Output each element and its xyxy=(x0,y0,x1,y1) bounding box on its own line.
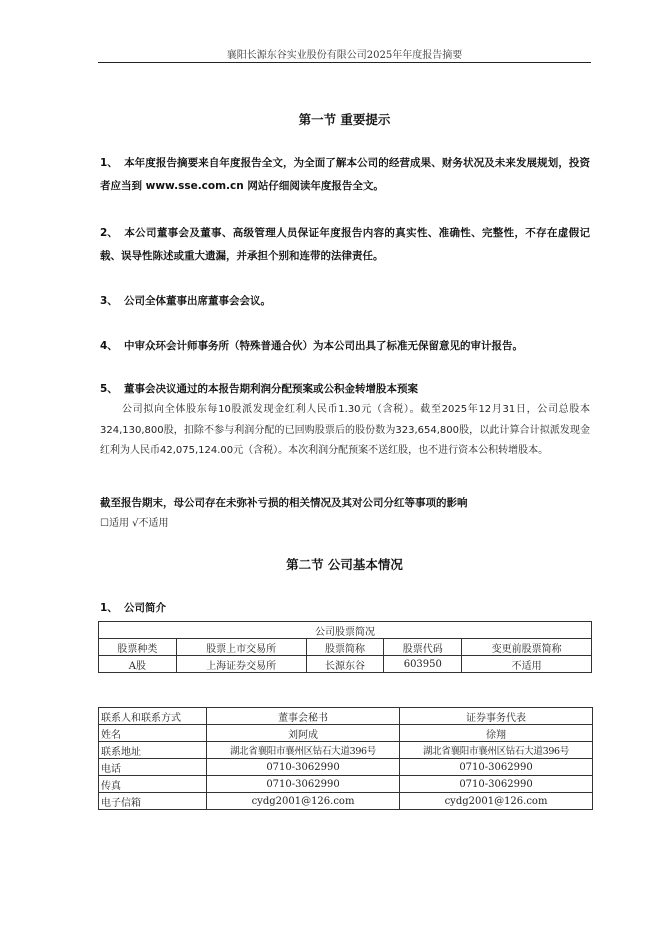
table-row xyxy=(99,742,593,759)
header-cell: 董事会秘书 xyxy=(207,708,400,725)
table-header-row xyxy=(99,639,592,656)
table-cell: 603950 xyxy=(384,656,462,673)
header-cell: 股票简称 xyxy=(306,639,384,656)
subsection-title: 公司简介 xyxy=(124,602,166,614)
notice-text: 本公司董事会及董事、高级管理人员保证年度报告内容的真实性、准确性、完整性，不存在虚假记载、误导性陈述或重大遗漏，并承担个别和连带的法律责任。 xyxy=(100,227,590,262)
notice-number: 2、 xyxy=(100,227,118,239)
header-cell: 股票种类 xyxy=(99,639,177,656)
table-cell: 0710-3062990 xyxy=(207,759,400,776)
table-cell: 0710-3062990 xyxy=(400,759,593,776)
table-cell: A股 xyxy=(99,656,177,673)
table-cell: 长源东谷 xyxy=(306,656,384,673)
notice-number: 5、 xyxy=(100,383,118,395)
notice-number: 1、 xyxy=(100,157,118,169)
notice-text: 董事会决议通过的本报告期利润分配预案或公积金转增股本预案 xyxy=(124,383,418,395)
table-cell: 湖北省襄阳市襄州区钻石大道396号 xyxy=(207,742,400,759)
table-row xyxy=(99,656,592,673)
email-link[interactable]: cydg2001@126.com xyxy=(207,793,400,810)
header-cell: 变更前股票简称 xyxy=(462,639,592,656)
table-cell: 徐翔 xyxy=(400,725,593,742)
notice-item-2 xyxy=(100,222,590,268)
table-row xyxy=(99,759,593,776)
table-row xyxy=(99,776,593,793)
notice-number: 4、 xyxy=(100,340,118,352)
table-row xyxy=(99,725,593,742)
table-cell: 刘阿成 xyxy=(207,725,400,742)
table-cell: 传真 xyxy=(99,776,207,793)
header-cell: 证券事务代表 xyxy=(400,708,593,725)
table-cell: 电话 xyxy=(99,759,207,776)
loss-impact-options: ☐适用 √不适用 xyxy=(100,518,169,529)
table-header-row xyxy=(99,708,593,725)
notice-text: 公司全体董事出席董事会会议。 xyxy=(124,295,271,307)
page-header: 襄阳长源东谷实业股份有限公司2025年年度报告摘要 xyxy=(226,50,463,61)
section2-title: 第二节 公司基本情况 xyxy=(286,557,403,572)
loss-impact-title: 截至报告期末，母公司存在未弥补亏损的相关情况及其对公司分红等事项的影响 xyxy=(100,497,468,509)
table-row xyxy=(99,793,593,810)
contact-info-table xyxy=(98,707,593,810)
stock-table-caption: 公司股票简况 xyxy=(99,622,592,639)
header-cell: 联系人和联系方式 xyxy=(99,708,207,725)
notice-item-5 xyxy=(100,378,590,401)
subsection-number: 1、 xyxy=(100,602,118,614)
table-cell: 0710-3062990 xyxy=(400,776,593,793)
company-intro-heading xyxy=(100,597,590,620)
dividend-plan-text: 公司拟向全体股东每10股派发现金红利人民币1.30元（含税）。截至2025年12月31日，公司总股本324,130,800股，扣除不参与利润分配的已回购股票后的股份数为323,654,800股，以此计算合计拟派发现金红利为人民币42,075,124.00元（含税）。本次利润分配预案不送红股，也不进行资本公积转增股本。 xyxy=(100,404,590,456)
table-cell: 姓名 xyxy=(99,725,207,742)
section1-title: 第一节 重要提示 xyxy=(298,112,391,127)
stock-info-table xyxy=(98,621,592,673)
notice-item-1 xyxy=(100,152,590,198)
table-cell: 电子信箱 xyxy=(99,793,207,810)
table-cell: 不适用 xyxy=(462,656,592,673)
header-cell: 股票代码 xyxy=(384,639,462,656)
notice-item-4 xyxy=(100,335,590,358)
email-link[interactable]: cydg2001@126.com xyxy=(400,793,593,810)
notice-text: 中审众环会计师事务所（特殊普通合伙）为本公司出具了标准无保留意见的审计报告。 xyxy=(124,340,523,352)
table-cell: 湖北省襄阳市襄州区钻石大道396号 xyxy=(400,742,593,759)
table-cell: 上海证券交易所 xyxy=(176,656,306,673)
notice-number: 3、 xyxy=(100,295,118,307)
header-cell: 股票上市交易所 xyxy=(176,639,306,656)
header-divider xyxy=(98,62,591,63)
table-cell: 0710-3062990 xyxy=(207,776,400,793)
table-cell: 联系地址 xyxy=(99,742,207,759)
notice-item-3 xyxy=(100,290,590,313)
notice-text: 本年度报告摘要来自年度报告全文，为全面了解本公司的经营成果、财务状况及未来发展规划，投资者应当到 www.sse.com.cn 网站仔细阅读年度报告全文。 xyxy=(100,157,590,192)
